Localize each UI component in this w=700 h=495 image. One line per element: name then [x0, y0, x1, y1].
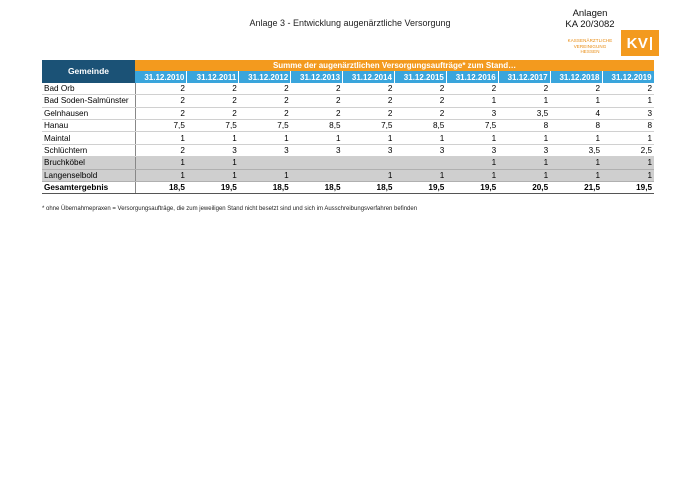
value-cell: 1 — [239, 169, 291, 181]
value-cell: 3 — [291, 144, 343, 156]
total-value-cell: 18,5 — [239, 181, 291, 193]
value-cell: 3 — [343, 144, 395, 156]
date-column-header: 31.12.2017 — [498, 71, 550, 82]
value-cell: 2,5 — [602, 144, 654, 156]
value-cell: 7,5 — [343, 119, 395, 131]
table-row — [42, 169, 654, 181]
value-cell: 7,5 — [446, 119, 498, 131]
kv-logo-letters: KV — [626, 34, 649, 52]
date-column-header: 31.12.2014 — [343, 71, 395, 82]
value-cell: 2 — [239, 95, 291, 107]
document-reference — [560, 8, 620, 30]
value-cell: 2 — [291, 83, 343, 95]
value-cell: 1 — [602, 169, 654, 181]
value-cell: 1 — [135, 132, 187, 144]
value-cell: 1 — [135, 169, 187, 181]
value-cell: 1 — [550, 95, 602, 107]
date-column-header: 31.12.2018 — [550, 71, 602, 82]
value-cell: 7,5 — [187, 119, 239, 131]
value-cell: 3 — [446, 144, 498, 156]
kv-name-line-2: VEREINIGUNG — [573, 43, 607, 49]
value-cell: 2 — [135, 83, 187, 95]
value-cell: 2 — [343, 95, 395, 107]
value-cell: 8,5 — [291, 119, 343, 131]
total-value-cell: 19,5 — [187, 181, 239, 193]
table-row — [42, 107, 654, 119]
value-cell: 1 — [446, 132, 498, 144]
page-title: Anlage 3 - Entwicklung augenärztliche Versorgung — [249, 18, 451, 28]
total-label: Gesamtergebnis — [42, 181, 135, 193]
date-column-header: 31.12.2012 — [239, 71, 291, 82]
value-cell: 2 — [394, 107, 446, 119]
row-label-gemeinde: Bad Soden-Salmünster — [42, 95, 135, 107]
value-cell: 2 — [135, 107, 187, 119]
value-cell: 1 — [498, 95, 550, 107]
kv-name-line-3: HESSEN — [580, 49, 600, 54]
value-cell: 1 — [446, 157, 498, 169]
value-cell: 7,5 — [135, 119, 187, 131]
value-cell: 2 — [343, 83, 395, 95]
value-cell — [394, 157, 446, 169]
value-cell: 2 — [291, 107, 343, 119]
total-value-cell: 20,5 — [498, 181, 550, 193]
value-cell: 1 — [550, 157, 602, 169]
value-cell — [291, 157, 343, 169]
total-value-cell: 19,5 — [446, 181, 498, 193]
value-cell: 1 — [187, 169, 239, 181]
date-column-header: 31.12.2016 — [446, 71, 498, 82]
total-value-cell: 19,5 — [602, 181, 654, 193]
value-cell: 2 — [394, 83, 446, 95]
value-cell: 4 — [550, 107, 602, 119]
value-cell: 3 — [187, 144, 239, 156]
date-column-header: 31.12.2010 — [135, 71, 187, 82]
value-cell: 7,5 — [239, 119, 291, 131]
column-header-gemeinde: Gemeinde — [42, 60, 135, 83]
value-cell: 1 — [498, 132, 550, 144]
ka-number: KA 20/3082 — [565, 19, 615, 30]
table-row — [42, 144, 654, 156]
value-cell: 1 — [602, 157, 654, 169]
date-column-header: 31.12.2013 — [291, 71, 343, 82]
value-cell: 2 — [602, 83, 654, 95]
footnote: * ohne Übernahmepraxen = Versorgungsaufträge, die zum jeweiligen Stand nicht besetzt sind und sich im Ausschreibungsverfahren befinden — [42, 206, 418, 212]
kv-name-line-1: KASSENÄRZTLICHE — [567, 38, 613, 43]
row-label-gemeinde: Bruchköbel — [42, 157, 135, 169]
value-cell: 3 — [498, 144, 550, 156]
value-cell: 2 — [187, 107, 239, 119]
value-cell — [343, 157, 395, 169]
row-label-gemeinde: Langenselbold — [42, 169, 135, 181]
value-cell: 2 — [239, 83, 291, 95]
total-value-cell: 21,5 — [550, 181, 602, 193]
table-row — [42, 83, 654, 95]
row-label-gemeinde: Gelnhausen — [42, 107, 135, 119]
value-cell: 3 — [239, 144, 291, 156]
value-cell: 1 — [343, 169, 395, 181]
date-column-header: 31.12.2011 — [187, 71, 239, 82]
value-cell: 1 — [187, 132, 239, 144]
value-cell: 2 — [291, 95, 343, 107]
value-cell: 2 — [394, 95, 446, 107]
value-cell: 2 — [446, 83, 498, 95]
value-cell: 1 — [187, 157, 239, 169]
value-cell: 1 — [239, 132, 291, 144]
value-cell: 1 — [602, 132, 654, 144]
value-cell: 8,5 — [394, 119, 446, 131]
value-cell — [239, 157, 291, 169]
value-cell: 1 — [602, 95, 654, 107]
value-cell: 1 — [550, 132, 602, 144]
date-column-header: 31.12.2015 — [394, 71, 446, 82]
value-cell: 3 — [602, 107, 654, 119]
value-cell: 1 — [498, 157, 550, 169]
value-cell: 8 — [602, 119, 654, 131]
value-cell: 1 — [343, 132, 395, 144]
value-cell: 1 — [446, 169, 498, 181]
table-row — [42, 157, 654, 169]
table-row — [42, 119, 654, 131]
date-column-header: 31.12.2019 — [602, 71, 654, 82]
value-cell: 3 — [446, 107, 498, 119]
value-cell: 2 — [343, 107, 395, 119]
versorgung-table — [42, 60, 655, 194]
value-cell: 1 — [550, 169, 602, 181]
value-cell: 1 — [394, 132, 446, 144]
row-label-gemeinde: Bad Orb — [42, 83, 135, 95]
column-header-summe: Summe der augenärztlichen Versorgungsaufträge* zum Stand… — [135, 60, 654, 71]
value-cell: 2 — [550, 83, 602, 95]
value-cell: 2 — [498, 83, 550, 95]
total-value-cell: 18,5 — [135, 181, 187, 193]
row-label-gemeinde: Schlüchtern — [42, 144, 135, 156]
value-cell: 3,5 — [498, 107, 550, 119]
total-value-cell: 18,5 — [291, 181, 343, 193]
table-row — [42, 95, 654, 107]
value-cell: 2 — [135, 95, 187, 107]
anlagen-label: Anlagen — [572, 8, 608, 19]
total-value-cell: 19,5 — [394, 181, 446, 193]
total-value-cell: 18,5 — [343, 181, 395, 193]
value-cell: 8 — [550, 119, 602, 131]
table-row — [42, 132, 654, 144]
value-cell: 8 — [498, 119, 550, 131]
value-cell: 2 — [239, 107, 291, 119]
kvh-logo-icon — [621, 30, 659, 56]
value-cell: 1 — [394, 169, 446, 181]
value-cell — [291, 169, 343, 181]
value-cell: 2 — [135, 144, 187, 156]
value-cell: 1 — [498, 169, 550, 181]
value-cell: 1 — [291, 132, 343, 144]
row-label-gemeinde: Maintal — [42, 132, 135, 144]
value-cell: 3,5 — [550, 144, 602, 156]
value-cell: 1 — [446, 95, 498, 107]
value-cell: 2 — [187, 95, 239, 107]
value-cell: 3 — [394, 144, 446, 156]
row-label-gemeinde: Hanau — [42, 119, 135, 131]
kv-organisation-name — [560, 38, 620, 55]
value-cell: 1 — [135, 157, 187, 169]
total-row — [42, 181, 654, 193]
value-cell: 2 — [187, 83, 239, 95]
